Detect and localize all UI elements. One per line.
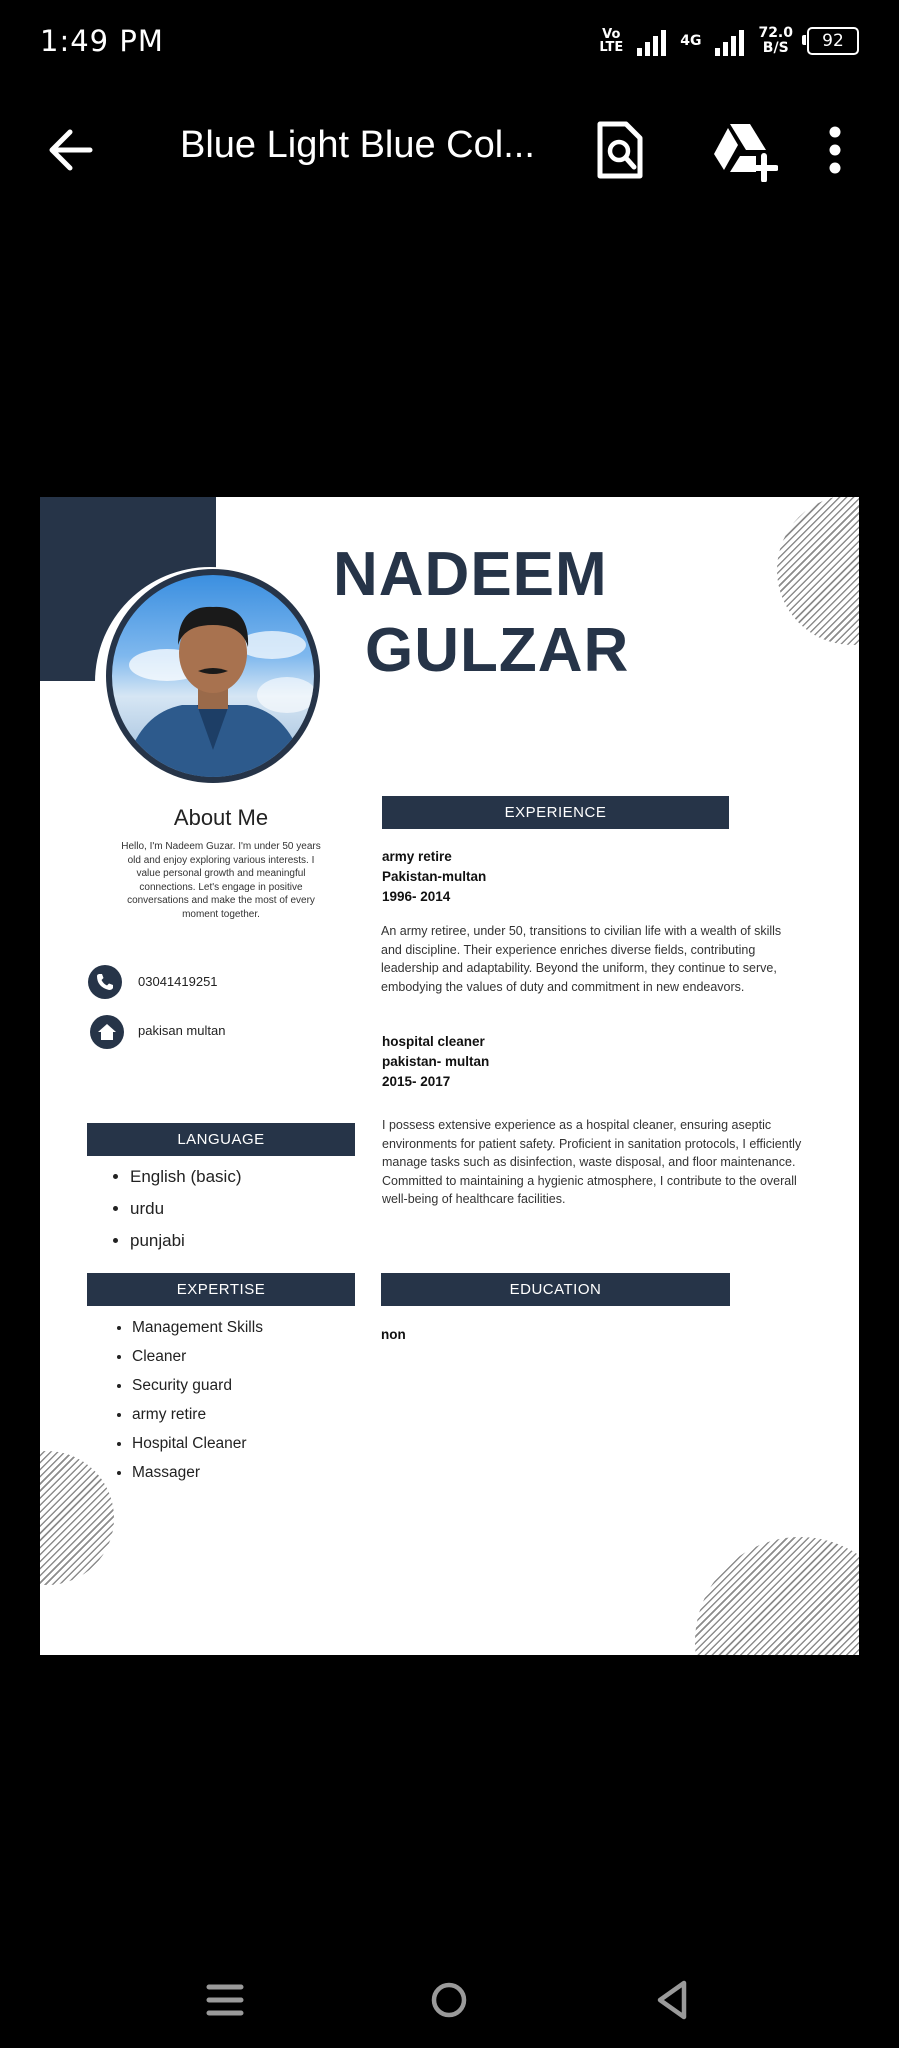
status-time: 1:49 PM — [40, 24, 164, 58]
list-item: • Massager — [132, 1458, 263, 1487]
back-button[interactable] — [44, 122, 96, 178]
language-header: LANGUAGE — [87, 1123, 355, 1156]
list-item: • Hospital Cleaner — [132, 1429, 263, 1458]
add-to-drive-icon — [708, 118, 778, 182]
job-description: I possess extensive experience as a hospital cleaner, ensuring aseptic environments for patient safety. Proficient in sanitation protocols, I efficiently manage tasks such as disinfection, waste disposal, and floor maintenance. Committed to maintaining a hygienic atmosphere, I contribute to the overall well-being of healthcare facilities. — [382, 1118, 802, 1206]
job-place: pakistan- multan — [382, 1054, 490, 1069]
more-vertical-icon — [815, 118, 855, 182]
expertise-header: EXPERTISE — [87, 1273, 355, 1306]
add-to-drive-button[interactable] — [708, 118, 778, 182]
job-role: army retire — [382, 849, 452, 864]
last-name: GULZAR — [365, 616, 630, 685]
person-silhouette — [112, 575, 314, 777]
job-description: An army retiree, under 50, transitions to civilian life with a wealth of skills and discipline. Their experience enriches diverse fields, contributing leadership and adaptability. Beyond the uniform, they continue to serve, embodying the values of duty and commitment in new endeavors. — [381, 924, 782, 994]
find-in-document-button[interactable] — [590, 118, 650, 182]
back-arrow-icon — [44, 122, 96, 178]
find-in-document-icon — [590, 118, 650, 182]
network-type: 4G — [680, 33, 702, 49]
address: pakisan multan — [138, 1023, 226, 1038]
language-list — [108, 1161, 242, 1257]
signal-icon-2 — [715, 26, 744, 56]
signal-icon — [637, 26, 666, 56]
speed-unit: B/S — [762, 40, 789, 56]
list-item: • urdu — [130, 1193, 242, 1225]
education-text: non — [381, 1327, 406, 1342]
list-item: • Cleaner — [132, 1342, 263, 1371]
home-address-icon — [90, 1015, 124, 1049]
job-2 — [382, 1032, 489, 1092]
hatch-circle-top-right — [777, 497, 859, 645]
volte-bottom: LTE — [599, 40, 624, 55]
resume-page — [40, 497, 859, 1655]
recent-apps-button[interactable] — [195, 1965, 255, 2035]
hatch-circle-left — [40, 1451, 114, 1585]
profile-photo — [106, 569, 320, 783]
battery-icon: 92 — [807, 27, 859, 55]
speed-value: 72.0 — [758, 25, 793, 41]
job-place: Pakistan-multan — [382, 869, 487, 884]
education-header: EDUCATION — [381, 1273, 730, 1306]
first-name: NADEEM — [333, 540, 608, 609]
document-title: Blue Light Blue Col... — [180, 124, 535, 166]
about-text: Hello, I'm Nadeem Guzar. I'm under 50 years old and enjoy exploring various interests. I value personal growth and meaningful connections. Let's engage in positive conversations and make the most of every moment together. — [121, 841, 321, 920]
status-icons — [599, 26, 859, 56]
list-item: • Security guard — [132, 1371, 263, 1400]
nav-back-button[interactable] — [642, 1965, 702, 2035]
job-years: 1996- 2014 — [382, 889, 451, 904]
about-title: About Me — [173, 805, 269, 830]
network-speed — [758, 26, 793, 56]
job-years: 2015- 2017 — [382, 1074, 451, 1089]
list-item: • Management Skills — [132, 1313, 263, 1342]
volte-top: Vo — [602, 27, 621, 42]
hatch-circle-bottom-right — [695, 1537, 859, 1655]
phone-number: 03041419251 — [138, 974, 218, 989]
home-button[interactable] — [419, 1965, 479, 2035]
experience-header: EXPERIENCE — [382, 796, 729, 829]
volte-indicator — [599, 28, 623, 54]
job-role: hospital cleaner — [382, 1034, 485, 1049]
list-item: • army retire — [132, 1400, 263, 1429]
home-icon — [419, 1965, 479, 2035]
more-options-button[interactable] — [815, 118, 855, 182]
phone-icon — [88, 965, 122, 999]
list-item: • English (basic) — [130, 1161, 242, 1193]
job-1 — [382, 847, 486, 907]
back-icon — [642, 1965, 702, 2035]
list-item: • punjabi — [130, 1225, 242, 1257]
expertise-list — [110, 1313, 263, 1487]
recent-apps-icon — [195, 1965, 255, 2035]
